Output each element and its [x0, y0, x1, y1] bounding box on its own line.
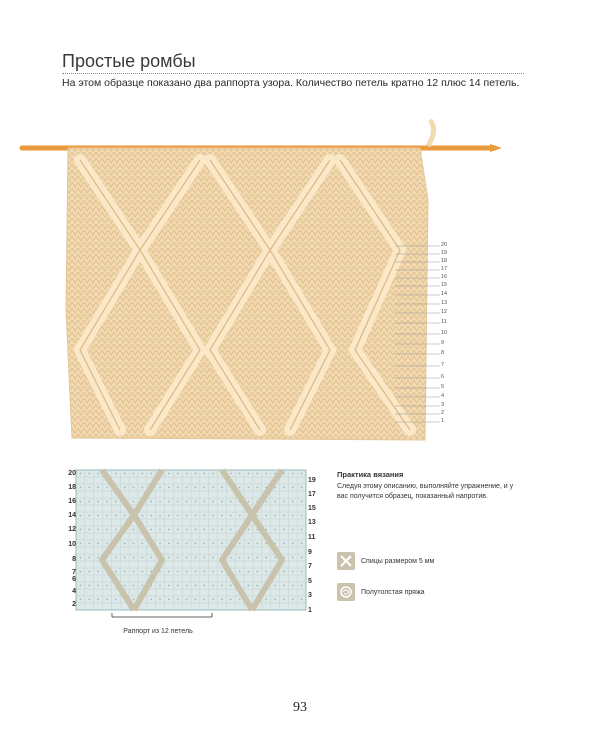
page-number: 93	[293, 700, 307, 715]
row-number: 12	[441, 309, 448, 315]
row-number: 7	[441, 362, 445, 368]
legend-yarn	[337, 583, 425, 601]
row-number: 9	[441, 340, 445, 346]
chart-row-number: 10	[68, 541, 76, 548]
row-number: 4	[441, 393, 445, 399]
row-number: 19	[441, 250, 448, 256]
chart-row-number: 7	[308, 563, 312, 570]
row-number: 8	[441, 350, 445, 356]
legend-yarn-label: Полутолстая пряжа	[361, 588, 425, 596]
chart-row-number: 18	[68, 484, 76, 491]
row-number: 18	[441, 258, 448, 264]
chart-row-number: 20	[68, 470, 76, 477]
chart-row-number: 6	[72, 576, 76, 583]
row-number: 1	[441, 418, 445, 424]
knitting-chart	[62, 465, 322, 625]
row-number: 16	[441, 274, 448, 280]
chart-row-number: 9	[308, 549, 312, 556]
practice-text: Следуя этому описанию, выполняйте упражнение, и у вас получится образец, показанный напротив.	[337, 483, 514, 500]
repeat-label: Раппорт из 12 петель	[123, 628, 193, 635]
chart-row-number: 15	[308, 505, 316, 512]
row-number: 14	[441, 291, 448, 297]
practice-box	[337, 470, 517, 502]
row-number: 6	[441, 374, 445, 380]
needles-icon	[337, 552, 355, 570]
row-number: 15	[441, 282, 448, 288]
row-number: 11	[441, 319, 447, 325]
row-number: 17	[441, 266, 448, 272]
swatch-photo	[0, 110, 600, 450]
chart-row-number: 1	[308, 607, 312, 614]
page-title: Простые ромбы	[62, 50, 524, 74]
chart-row-number: 5	[308, 578, 312, 585]
row-number: 13	[441, 300, 448, 306]
row-number: 20	[441, 242, 448, 248]
chart-row-number: 3	[308, 592, 312, 599]
chart-row-number: 16	[68, 498, 76, 505]
chart-row-number: 17	[308, 491, 316, 498]
yarn-icon	[337, 583, 355, 601]
row-number: 3	[441, 402, 445, 408]
chart-row-number: 7	[72, 569, 76, 576]
row-number: 5	[441, 384, 445, 390]
pattern-description: На этом образце показано два раппорта узора. Количество петель кратно 12 плюс 14 петель.	[62, 77, 520, 89]
chart-row-number: 19	[308, 477, 316, 484]
chart-row-number: 2	[72, 601, 76, 608]
chart-row-number: 8	[72, 556, 76, 563]
chart-row-number: 12	[68, 526, 76, 533]
row-number: 10	[441, 330, 448, 336]
chart-row-number: 11	[308, 534, 316, 541]
chart-row-number: 13	[308, 519, 316, 526]
legend-needles	[337, 552, 434, 570]
chart-row-number: 14	[68, 512, 76, 519]
row-number: 2	[441, 410, 445, 416]
practice-heading: Практика вязания	[337, 470, 404, 479]
chart-row-number: 4	[72, 588, 76, 595]
legend-needles-label: Спицы размером 5 мм	[361, 557, 435, 565]
